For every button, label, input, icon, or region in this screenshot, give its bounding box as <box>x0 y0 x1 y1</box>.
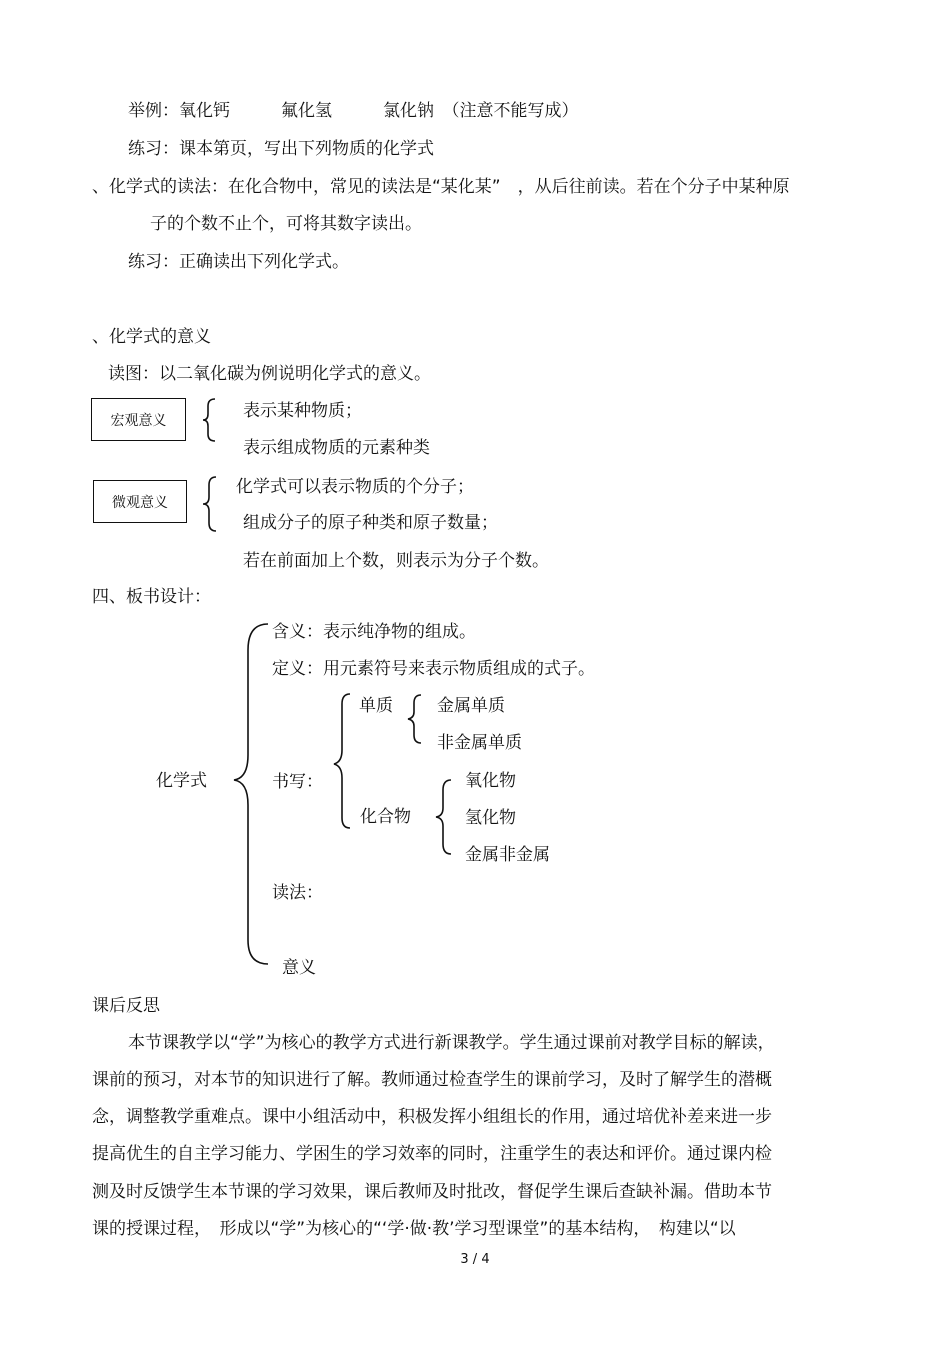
shuxie-brace <box>332 692 354 832</box>
board-feijinshu-danzhi: 非金属单质 <box>437 733 522 753</box>
board-danzhi: 单质 <box>359 696 393 716</box>
board-shuxie: 书写： <box>272 772 323 792</box>
macro-brace <box>200 398 220 442</box>
macro-meaning-box: 宏观意义 <box>91 398 186 441</box>
macro-item-2: 表示组成物质的元素种类 <box>243 438 430 458</box>
huahewu-brace <box>434 778 456 856</box>
reflection-line-3: 念，调整教学重难点。课中小组活动中，积极发挥小组组长的作用，通过培优补差来进一步 <box>92 1107 772 1127</box>
board-root-label: 化学式 <box>156 771 207 791</box>
micro-item-1: 化学式可以表示物质的个分子； <box>236 477 474 497</box>
micro-meaning-box: 微观意义 <box>93 480 187 523</box>
board-huahewu: 化合物 <box>360 807 411 827</box>
board-heading: 四、板书设计： <box>92 587 211 607</box>
board-yanghuawu: 氧化物 <box>465 771 516 791</box>
reflection-line-2: 课前的预习，对本节的知识进行了解。教师通过检查学生的课前学习，及时了解学生的潜概 <box>92 1070 772 1090</box>
reading-rule-line-2: 子的个数不止个，可将其数字读出。 <box>150 214 422 234</box>
board-yiyi: 意义 <box>282 958 316 978</box>
page-number: 3 / 4 <box>460 1252 490 1267</box>
practice-line-1: 练习：课本第页，写出下列物质的化学式 <box>128 139 434 159</box>
reflection-line-6: 课的授课过程， 形成以“学”为核心的“‘学·做·教’学习型课堂”的基本结构， 构建以“以 <box>92 1219 736 1239</box>
main-brace <box>232 620 272 970</box>
micro-item-2: 组成分子的原子种类和原子数量； <box>243 513 498 533</box>
reflection-title: 课后反思 <box>92 996 160 1016</box>
reflection-line-4: 提高优生的自主学习能力、学困生的学习效率的同时，注重学生的表达和评价。通过课内检 <box>92 1144 772 1164</box>
danzhi-brace <box>406 694 426 744</box>
reflection-line-1: 本节课教学以“学”为核心的教学方式进行新课教学。学生通过课前对教学目标的解读， <box>128 1033 775 1053</box>
board-jinshu-danzhi: 金属单质 <box>437 696 505 716</box>
practice-line-2: 练习：正确读出下列化学式。 <box>128 252 349 272</box>
board-dufa: 读法： <box>272 883 323 903</box>
read-figure-line: 读图：以二氧化碳为例说明化学式的意义。 <box>108 364 431 384</box>
reflection-line-5: 测及时反馈学生本节课的学习效果，课后教师及时批改，督促学生课后查缺补漏。借助本节 <box>92 1182 772 1202</box>
board-dingyi: 定义：用元素符号来表示物质组成的式子。 <box>272 659 595 679</box>
macro-item-1: 表示某种物质； <box>243 401 362 421</box>
board-jinshu-feijinshu: 金属非金属 <box>465 845 550 865</box>
board-hanyi: 含义：表示纯净物的组成。 <box>272 622 476 642</box>
reading-rule-line-1: 、化学式的读法：在化合物中，常见的读法是“某化某” ，从后往前读。若在个分子中某种原 <box>92 177 790 197</box>
micro-item-3: 若在前面加上个数，则表示为分子个数。 <box>243 551 549 571</box>
micro-brace <box>200 476 220 532</box>
meaning-heading: 、化学式的意义 <box>92 327 211 347</box>
example-line: 举例：氧化钙 氟化氢 氯化钠 （注意不能写成） <box>128 101 579 121</box>
board-qinghuawu: 氢化物 <box>465 808 516 828</box>
